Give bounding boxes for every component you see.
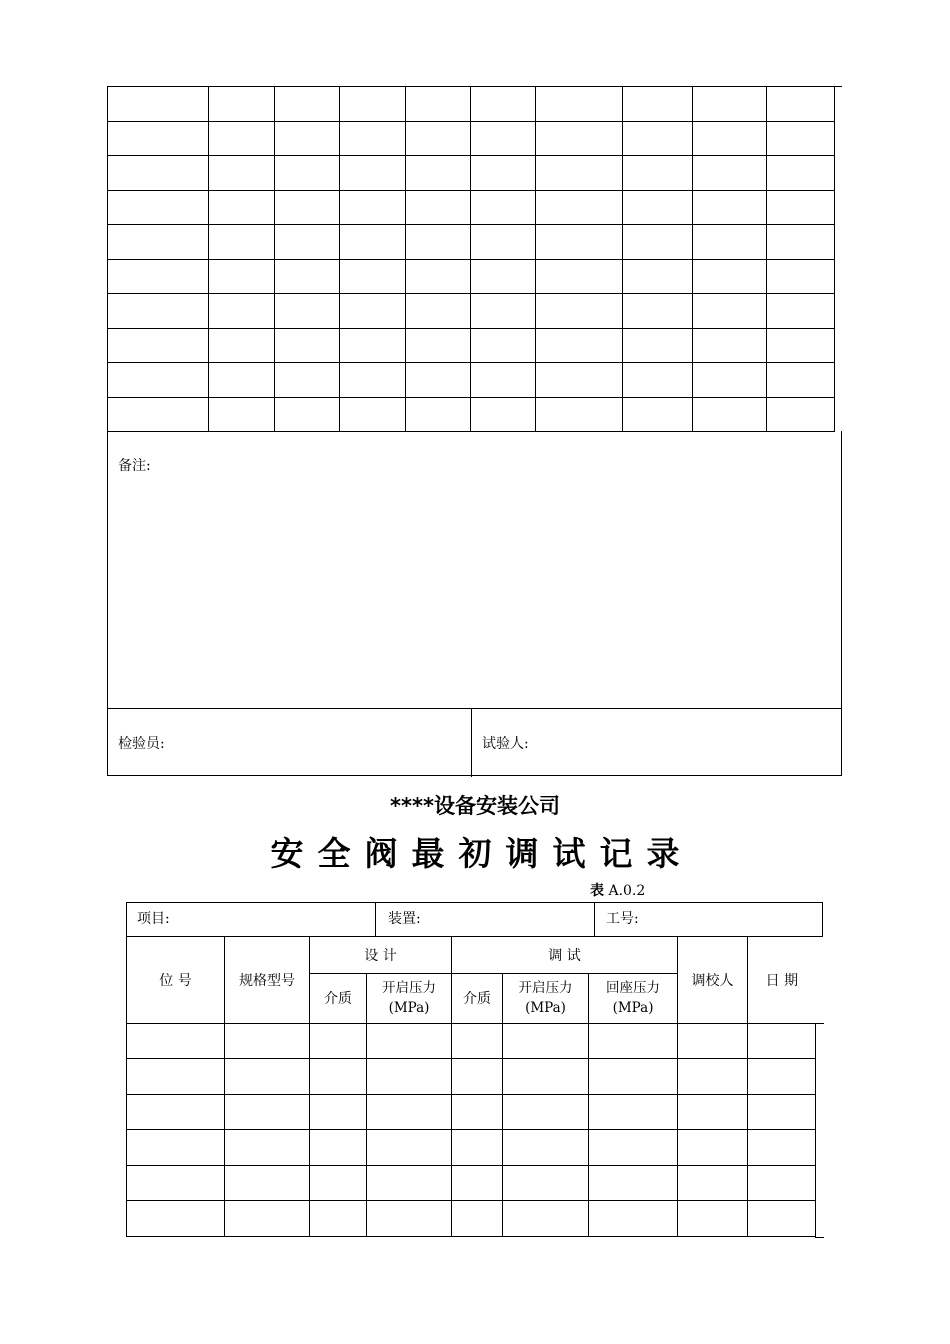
table-row: [127, 1201, 816, 1237]
empty-cell: [471, 121, 536, 156]
empty-cell: [623, 225, 693, 260]
empty-cell: [589, 1094, 678, 1130]
header-design-group: 设 计: [310, 937, 452, 973]
empty-cell: [452, 1130, 503, 1166]
info-separator: [375, 903, 376, 936]
empty-cell: [693, 225, 767, 260]
empty-cell: [589, 1023, 678, 1059]
empty-cell: [623, 259, 693, 294]
open-pressure-text: 开启压力: [518, 980, 573, 996]
empty-cell: [108, 328, 209, 363]
table-row: [108, 328, 835, 363]
signature-divider: [471, 709, 472, 777]
empty-cell: [340, 397, 406, 432]
empty-cell: [678, 1165, 748, 1201]
info-separator: [594, 903, 595, 936]
empty-cell: [767, 225, 835, 260]
empty-cell: [536, 121, 623, 156]
empty-cell: [367, 1130, 452, 1166]
empty-cell: [748, 1201, 816, 1237]
empty-cell: [452, 1059, 503, 1095]
empty-cell: [340, 87, 406, 122]
empty-cell: [503, 1023, 589, 1059]
header-calibrator: 调校人: [678, 937, 748, 1023]
empty-cell: [623, 87, 693, 122]
empty-cell: [367, 1165, 452, 1201]
empty-cell: [406, 190, 471, 225]
empty-cell: [340, 259, 406, 294]
empty-cell: [536, 397, 623, 432]
table-row: [127, 1059, 816, 1095]
empty-cell: [623, 328, 693, 363]
empty-cell: [748, 1059, 816, 1095]
table-row: [108, 121, 835, 156]
empty-cell: [127, 1130, 225, 1166]
empty-cell: [310, 1201, 367, 1237]
empty-cell: [623, 363, 693, 398]
empty-cell: [748, 1023, 816, 1059]
safety-valve-table: [126, 937, 816, 1237]
empty-cell: [471, 225, 536, 260]
empty-cell: [275, 363, 340, 398]
empty-cell: [471, 397, 536, 432]
empty-cell: [310, 1094, 367, 1130]
empty-cell: [367, 1023, 452, 1059]
empty-cell: [310, 1023, 367, 1059]
empty-cell: [767, 397, 835, 432]
empty-cell: [767, 121, 835, 156]
form-code: A.0.2: [608, 883, 646, 899]
empty-cell: [225, 1059, 310, 1095]
empty-cell: [108, 363, 209, 398]
header-test-reseat-pressure: [589, 973, 678, 1023]
empty-cell: [748, 1130, 816, 1166]
empty-cell: [225, 1165, 310, 1201]
open-pressure-text: 开启压力: [382, 980, 436, 996]
header-test-open-pressure: [503, 973, 589, 1023]
empty-cell: [767, 259, 835, 294]
table-row: [108, 225, 835, 260]
project-label: 项目:: [137, 911, 170, 927]
empty-cell: [209, 328, 275, 363]
empty-cell: [536, 328, 623, 363]
empty-cell: [589, 1130, 678, 1166]
empty-cell: [127, 1094, 225, 1130]
table-row: [127, 1130, 816, 1166]
empty-cell: [209, 294, 275, 329]
header-spec-model: 规格型号: [225, 937, 310, 1023]
empty-cell: [452, 1165, 503, 1201]
empty-cell: [693, 190, 767, 225]
form-title: 安全阀最初调试记录: [270, 834, 694, 873]
empty-cell: [209, 397, 275, 432]
empty-cell: [678, 1130, 748, 1166]
header-test-medium: 介质: [452, 973, 503, 1023]
empty-cell: [748, 1165, 816, 1201]
empty-cell: [693, 328, 767, 363]
empty-cell: [693, 156, 767, 191]
table-row: [108, 156, 835, 191]
empty-cell: [340, 156, 406, 191]
empty-cell: [406, 328, 471, 363]
empty-cell: [623, 294, 693, 329]
empty-cell: [275, 121, 340, 156]
empty-cell: [767, 294, 835, 329]
header-position: 位 号: [127, 937, 225, 1023]
empty-cell: [623, 156, 693, 191]
empty-cell: [275, 397, 340, 432]
empty-cell: [678, 1023, 748, 1059]
empty-cell: [503, 1201, 589, 1237]
empty-cell: [536, 259, 623, 294]
table-row: [108, 294, 835, 329]
empty-cell: [406, 87, 471, 122]
empty-cell: [275, 87, 340, 122]
inspector-label: 检验员:: [118, 736, 165, 752]
empty-cell: [623, 397, 693, 432]
remarks-box: [107, 431, 842, 776]
empty-cell: [225, 1130, 310, 1166]
header-date: 日 期: [748, 937, 816, 1023]
empty-cell: [209, 156, 275, 191]
header-design-medium: 介质: [310, 973, 367, 1023]
grid-edge-tick: [815, 1237, 824, 1238]
empty-cell: [406, 156, 471, 191]
empty-cell: [225, 1094, 310, 1130]
empty-cell: [471, 259, 536, 294]
empty-cell: [536, 294, 623, 329]
empty-cell: [108, 397, 209, 432]
empty-cell: [503, 1165, 589, 1201]
empty-cell: [367, 1094, 452, 1130]
empty-cell: [108, 156, 209, 191]
empty-cell: [536, 87, 623, 122]
empty-cell: [310, 1165, 367, 1201]
unit-text: (MPa): [388, 1000, 430, 1016]
signature-row: [108, 708, 841, 777]
empty-cell: [623, 121, 693, 156]
empty-cell: [209, 190, 275, 225]
header-test-group: 调 试: [452, 937, 678, 973]
empty-cell: [748, 1094, 816, 1130]
tester-label: 试验人:: [482, 736, 529, 752]
empty-cell: [108, 87, 209, 122]
empty-cell: [108, 294, 209, 329]
table-row: [108, 363, 835, 398]
empty-cell: [503, 1094, 589, 1130]
empty-cell: [275, 294, 340, 329]
empty-cell: [471, 190, 536, 225]
empty-cell: [471, 87, 536, 122]
empty-cell: [678, 1059, 748, 1095]
empty-cell: [536, 190, 623, 225]
form-number: [590, 880, 645, 900]
job-number-label: 工号:: [606, 911, 639, 927]
header-design-open-pressure: [367, 973, 452, 1023]
company-title: ****设备安装公司: [390, 794, 560, 818]
empty-cell: [589, 1201, 678, 1237]
empty-cell: [693, 259, 767, 294]
empty-cell: [340, 121, 406, 156]
empty-cell: [209, 259, 275, 294]
table-row: [108, 87, 835, 122]
empty-cell: [340, 363, 406, 398]
empty-cell: [406, 294, 471, 329]
empty-cell: [452, 1094, 503, 1130]
empty-cell: [275, 190, 340, 225]
empty-cell: [340, 190, 406, 225]
grid-edge-tick: [834, 86, 842, 87]
empty-cell: [503, 1059, 589, 1095]
empty-cell: [678, 1094, 748, 1130]
empty-cell: [406, 363, 471, 398]
empty-cell: [127, 1059, 225, 1095]
empty-cell: [108, 259, 209, 294]
empty-cell: [503, 1130, 589, 1166]
table-row: [108, 397, 835, 432]
empty-cell: [108, 121, 209, 156]
empty-cell: [310, 1059, 367, 1095]
empty-cell: [275, 156, 340, 191]
empty-cell: [623, 190, 693, 225]
form-prefix: 表: [590, 883, 604, 899]
empty-cell: [471, 156, 536, 191]
info-row: [126, 902, 823, 937]
table-row: [127, 1023, 816, 1059]
empty-cell: [127, 1201, 225, 1237]
table-row: [127, 1094, 816, 1130]
empty-cell: [127, 1023, 225, 1059]
empty-cell: [471, 363, 536, 398]
table-row: [108, 190, 835, 225]
reseat-pressure-text: 回座压力: [606, 980, 661, 996]
empty-cell: [452, 1023, 503, 1059]
empty-cell: [767, 328, 835, 363]
empty-cell: [767, 363, 835, 398]
empty-cell: [678, 1201, 748, 1237]
empty-cell: [127, 1165, 225, 1201]
unit-text: (MPa): [612, 1000, 654, 1016]
empty-cell: [767, 156, 835, 191]
empty-cell: [693, 121, 767, 156]
empty-cell: [406, 259, 471, 294]
empty-cell: [406, 121, 471, 156]
empty-cell: [471, 294, 536, 329]
unit-text: (MPa): [525, 1000, 566, 1016]
empty-cell: [367, 1059, 452, 1095]
empty-cell: [209, 225, 275, 260]
top-empty-grid: [107, 86, 835, 432]
remarks-label: 备注:: [118, 458, 151, 474]
empty-cell: [767, 87, 835, 122]
empty-cell: [108, 225, 209, 260]
empty-cell: [340, 294, 406, 329]
empty-cell: [340, 225, 406, 260]
empty-cell: [209, 87, 275, 122]
empty-cell: [275, 259, 340, 294]
empty-cell: [693, 363, 767, 398]
empty-cell: [406, 397, 471, 432]
empty-cell: [693, 87, 767, 122]
empty-cell: [536, 156, 623, 191]
empty-cell: [209, 121, 275, 156]
empty-cell: [406, 225, 471, 260]
empty-cell: [693, 397, 767, 432]
empty-cell: [536, 225, 623, 260]
empty-cell: [536, 363, 623, 398]
empty-cell: [310, 1130, 367, 1166]
empty-cell: [471, 328, 536, 363]
empty-cell: [452, 1201, 503, 1237]
empty-cell: [225, 1201, 310, 1237]
device-label: 装置:: [388, 911, 421, 927]
empty-cell: [275, 225, 340, 260]
table-row: [108, 259, 835, 294]
empty-cell: [767, 190, 835, 225]
empty-cell: [589, 1059, 678, 1095]
empty-cell: [693, 294, 767, 329]
empty-cell: [108, 190, 209, 225]
empty-cell: [367, 1201, 452, 1237]
empty-cell: [225, 1023, 310, 1059]
empty-cell: [275, 328, 340, 363]
empty-cell: [340, 328, 406, 363]
empty-cell: [589, 1165, 678, 1201]
table-row: [127, 1165, 816, 1201]
empty-cell: [209, 363, 275, 398]
grid-edge-tick: [815, 1023, 824, 1024]
